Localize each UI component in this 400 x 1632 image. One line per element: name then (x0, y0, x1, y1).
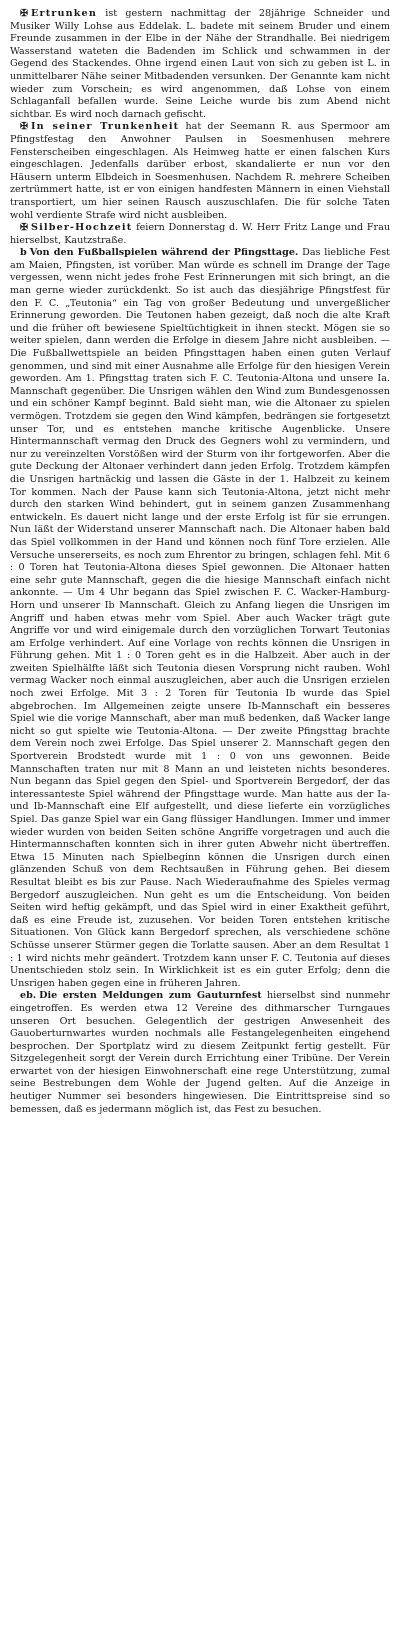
article-body: hat der Seemann R. aus Spermoor am Pfingstfestag den Anwohner Paulsen in Soesmenhusen mehrere Fensterscheiben eingeschlagen. Als Heimweg hatte er einen falschen Kurs eingeschlagen. Jedenfalls darüber erbost, skandalierte er nun vor den Häusern unterm Elbdeich in Soesmenhusen. Nachdem R. mehrere Scheiben zertrümmert hatte, ist er von einigen handfesten Männern in einen Viehstall transportiert, um hier seinen Rausch auszuschlafen. Die für solche Taten wohl verdiente Strafe wird nicht ausbleiben. (10, 121, 390, 221)
article-headline: Silber-Hochzeit (31, 222, 133, 234)
article-marker: b (20, 247, 27, 259)
article-drunkenness (10, 121, 390, 222)
article-marker: ✠ (20, 222, 29, 234)
article-body: ist gestern nachmittag der 28jährige Schneider und Musiker Willy Lohse aus Eddelak. L. badete mit seinem Bruder und einem Freunde zusammen in der Elbe in der Nähe der Strandhalle. Bei niedrigem Wasserstand wateten die Badenden im Schlick und schwammen in der Gegend des Stackendes. Ohne irgend einen Laut von sich zu geben ist L. in unmittelbarer Nähe seiner Mitbadenden versunken. Der Genannte kam nicht wieder zum Vorschein; es wird angenommen, daß Lohse von einem Schlaganfall befallen wurde. Seine Leiche wurde bis zum Abend nicht sichtbar. Es wird noch darnach gefischt. (10, 8, 390, 120)
article-gauturnfest (10, 990, 390, 1116)
article-drowning (10, 8, 390, 121)
article-marker: eb. (20, 990, 37, 1002)
article-body: Das liebliche Fest am Maien, Pfingsten, ist vorüber. Man würde es schnell im Drange der Tage vergessen, wenn nicht jedes frohe Fest Erinnerungen mit sich bringt, an die man gerne wieder zurückdenkt. So ist auch das diesjährige Pfingstfest für den F. C. „Teutonia“ ein Tag von großer Bedeutung und unvergeßlicher Erinnerung geworden. Die Teutonen haben gezeigt, daß noch die alte Kraft und die früher oft bewiesene Spieltüchtigkeit in ihnen steckt. Mögen sie so weiter spielen, dann werden die Erfolge in diesem Jahre nicht ausbleiben. — Die Fußballwettspiele an beiden Pfingsttagen haben einen guten Verlauf genommen, und sind mit einer Ausnahme alle Erfolge für den hiesigen Verein geworden. Am 1. Pfingsttag traten sich F. C. Teutonia-Altona und unsere Ia. Mannschaft gegenüber. Die Unsrigen wählen den Wind zum Bundesgenossen und ein schöner Kampf beginnt. Bald sieht man, wie die Altonaer zu spielen vermögen. Trotzdem sie gegen den Wind kämpfen, bedrängen sie fortgesetzt unser Tor, und es entstehen manche kritische Augenblicke. Unsere Hintermannschaft vermag den Druck des Gegners wohl zu vermindern, und nur zu vereinzelten Vorstößen wird der Sturm von ihr fortgeworfen. Aber die gute Deckung der Altonaer verhindert dann jeden Erfolg. Trotzdem kämpfen die Unsrigen hartnäckig und lassen die Gäste in der 1. Halbzeit zu keinem Tor kommen. Nach der Pause kann sich Teutonia-Altona, jetzt nicht mehr durch den starken Wind behindert, gut in seinem ganzen Zusammenhang entwickeln. Es dauert nicht lange und der erste Erfolg ist für sie errungen. Nun läßt der Widerstand unserer Mannschaft nach. Die Altonaer haben bald das Spiel vollkommen in der Hand und können noch fünf Tore erzielen. Alle Versuche unsererseits, es noch zum Ehrentor zu bringen, schlagen fehl. Mit 6 : 0 Toren hat Teutonia-Altona dieses Spiel gewonnen. Die Altonaer hatten eine sehr gute Mannschaft, gegen die die hiesige Mannschaft einfach nicht ankonnte. — Um 4 Uhr begann das Spiel zwischen F. C. Wacker-Hamburg-Horn und unserer Ib Mannschaft. Gleich zu Anfang liegen die Unsrigen im Angriff und haben etwas mehr vom Spiel. Aber auch Wacker trägt gute Angriffe vor und wird einigemale durch den vorzüglichen Torwart Teutonias am Erfolge verhindert. Auf eine Vorlage von rechts können die Unsrigen in Führung gehen. Mit 1 : 0 Toren geht es in die Halbzeit. Aber auch in der zweiten Spielhälfte läßt sich Teutonia diesen Vorsprung nicht rauben. Wohl vermag Wacker noch einmal auszugleichen, aber auch die Unsrigen erzielen noch zwei Erfolge. Mit 3 : 2 Toren für Teutonia Ib wurde das Spiel abgebrochen. Im Allgemeinen zeigte unsere Ib-Mannschaft ein besseres Spiel wie die vorige Mannschaft, aber man muß bedenken, daß Wacker lange nicht so gut spielte wie Teutonia-Altona. — Der zweite Pfingsttag brachte dem Verein noch zwei Erfolge. Das Spiel unserer 2. Mannschaft gegen den Sportverein Brodstedt wurde mit 1 : 0 von uns gewonnen. Beide Mannschaften traten nur mit 8 Mann an und leisteten nichts besonderes. Nun begann das Spiel gegen den Spiel- und Sportverein Bergedorf, der das interessanteste Spiel während der Pfingsttage wurde. Man hatte aus der Ia- und Ib-Mannschaft eine Elf aufgestellt, und diese lieferte ein vorzügliches Spiel. Das ganze Spiel war ein Gang flüssiger Handlungen. Immer und immer wieder wurden von beiden Seiten schöne Angriffe vorgetragen und auch die Hintermannschaften konnten sich in ihrer guten Abwehr nicht übertreffen. Etwa 15 Minuten nach Spielbeginn können die Unsrigen durch einen glänzenden Schuß von dem Rechtsaußen in Führung gehen. Bei diesem Resultat bleibt es bis zur Pause. Nach Wiederaufnahme des Spieles vermag Bergedorf auszugleichen. Nun geht es um die Entscheidung. Von beiden Seiten wird heftig gekämpft, und das Spiel wird in einer Exaktheit geführt, daß es eine Freude ist, zuzusehen. Vor beiden Toren entstehen kritische Situationen. Von Glück kann Bergedorf sprechen, als verschiedene schöne Schüsse unserer Stürmer gegen die Torlatte sausen. Aber an dem Resultat 1 : 1 wird nichts mehr geändert. Trotzdem kann unser F. C. Teutonia auf dieses Unentschieden stolz sein. In Wirklichkeit ist es ein guter Erfolg; denn die Unsrigen haben gegen eine in früheren Jahren. (10, 247, 390, 989)
article-marker: ✠ (20, 8, 29, 19)
article-headline: In seiner Trunkenheit (31, 121, 180, 133)
article-headline: Die ersten Meldungen zum Gauturnfest (39, 990, 262, 1002)
article-headline: Von den Fußballspielen während der Pfingsttage. (29, 247, 299, 259)
article-headline: Ertrunken (31, 8, 97, 19)
article-silver-wedding (10, 222, 390, 247)
article-body: hierselbst sind nunmehr eingetroffen. Es werden etwa 12 Vereine des dithmarscher Turngaues unseren Ort besuchen. Gelegentlich der gestrigen Anwesenheit des Gauoberturnwartes wurden nochmals alle Festangelegenheiten eingehend besprochen. Der Sportplatz wird zu diesem Zeitpunkt fertig gestellt. Für Sitzgelegenheit sorgt der Verein durch Errichtung einer Tribüne. Der Verein erwartet von der hiesigen Einwohnerschaft eine rege Unterstützung, zumal seine Bestrebungen dem Wohle der Jugend gelten. Auf die Anzeige in heutiger Nummer sei besonders hingewiesen. Die Eintrittspreise sind so bemessen, daß es jedermann möglich ist, das Fest zu besuchen. (10, 990, 390, 1115)
article-marker: ✠ (20, 121, 29, 133)
article-football (10, 247, 390, 990)
article-body: feiern Donnerstag d. W. Herr Fritz Lange und Frau hierselbst, Kautzstraße. (10, 222, 391, 246)
